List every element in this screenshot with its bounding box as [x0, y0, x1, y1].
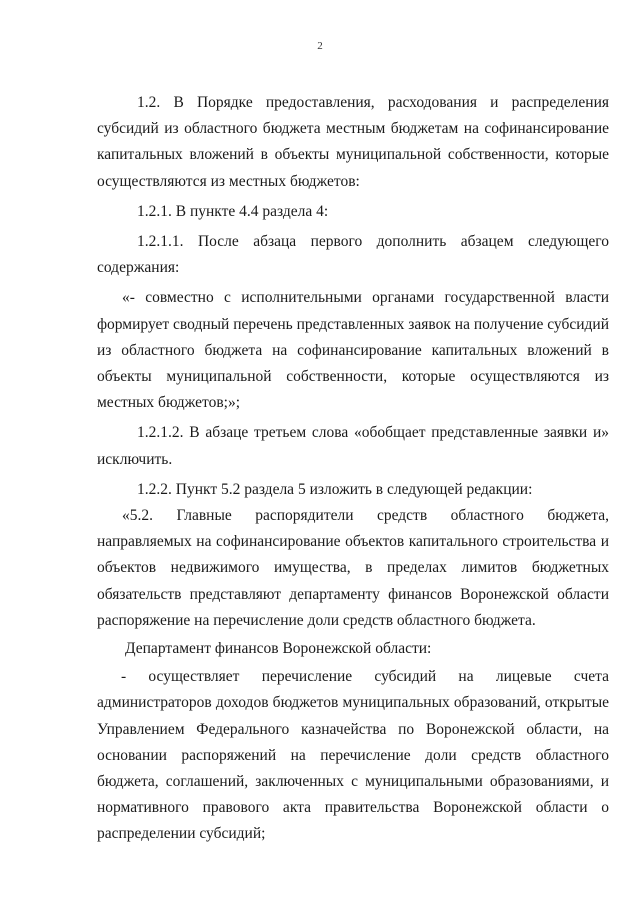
paragraph-department: Департамент финансов Воронежской области: — [125, 640, 432, 658]
paragraph-1-2-1: 1.2.1. В пункте 4.4 раздела 4: — [137, 202, 329, 220]
page-number: 2 — [317, 40, 323, 52]
paragraph-1-2: 1.2. В Порядке предоставления, расходования и распределения субсидий из областного бюджета местным бюджетам на софинансирование капитальных вложений в объекты муниципальной собственности, которые осуществляются из местных бюджетов: — [97, 94, 609, 190]
paragraph-quote-inserted: «- совместно с исполнительными органами государственной власти формирует сводный перечень представленных заявок на получение субсидий из областного бюджета на софинансирование капитальных вложений в объекты муниципальной собственности, которые осуществляются из местных бюджетов;»; — [97, 289, 609, 412]
paragraph-1-2-1-2: 1.2.1.2. В абзаце третьем слова «обобщает представленные заявки и» исключить. — [97, 424, 609, 468]
document-body — [97, 90, 609, 848]
paragraph-dash-item: - осуществляет перечисление субсидий на лицевые счета администраторов доходов бюджетов муниципальных образований, открытые Управлением Федерального казначейства по Воронежской области, на основании распоряжений на перечисление доли средств областного бюджета, соглашений, заключенных с муниципальными образованиями, и нормативного правового акта правительства Воронежской области о распределении субсидий; — [97, 668, 609, 843]
paragraph-1-2-2: 1.2.2. Пункт 5.2 раздела 5 изложить в следующей редакции: — [137, 480, 533, 498]
paragraph-5-2: «5.2. Главные распорядители средств областного бюджета, направляемых на софинансирование объектов капитального строительства и объектов недвижимого имущества, в пределах лимитов бюджетных обязательств представляют департаменту финансов Воронежской области распоряжение на перечисление доли средств областного бюджета. — [97, 507, 609, 629]
paragraph-1-2-1-1: 1.2.1.1. После абзаца первого дополнить абзацем следующего содержания: — [97, 233, 609, 277]
